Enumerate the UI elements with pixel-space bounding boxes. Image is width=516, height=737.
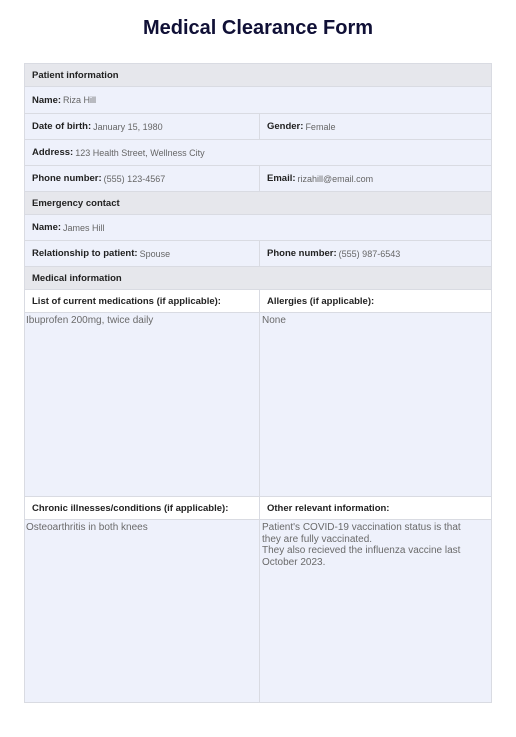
section-emergency-contact: Emergency contact xyxy=(25,191,491,214)
address-label: Address: xyxy=(32,147,74,158)
patient-address-row xyxy=(25,139,491,165)
patient-phone-field[interactable] xyxy=(25,166,260,191)
section-patient-information: Patient information xyxy=(25,63,491,86)
relationship-field[interactable] xyxy=(25,241,260,266)
dob-label: Date of birth: xyxy=(32,121,92,132)
emergency-name-label: Name: xyxy=(32,222,62,233)
gender-value[interactable]: Female xyxy=(305,121,336,132)
patient-dob-gender-row xyxy=(25,113,491,139)
patient-name-field[interactable] xyxy=(25,87,96,113)
patient-name-label: Name: xyxy=(32,94,62,106)
emergency-name-field[interactable] xyxy=(25,215,105,240)
other-info-textarea[interactable]: Patient's COVID-19 vaccination status is that they are fully vaccinated. They also recieved the influenza vaccine last October 2023. xyxy=(262,522,461,568)
dob-value[interactable]: January 15, 1980 xyxy=(93,121,163,132)
chronic-other-row xyxy=(25,519,491,702)
patient-contact-row xyxy=(25,165,491,191)
chronic-header xyxy=(25,497,260,519)
section-medical-information: Medical information xyxy=(25,266,491,289)
other-info-header xyxy=(260,497,491,519)
email-field[interactable] xyxy=(260,166,491,191)
allergies-textarea[interactable]: None xyxy=(262,315,286,326)
patient-phone-label: Phone number: xyxy=(32,173,102,184)
medications-textarea[interactable]: Ibuprofen 200mg, twice daily xyxy=(25,313,260,496)
medications-allergies-row xyxy=(25,312,491,496)
email-label: Email: xyxy=(267,173,296,184)
address-value[interactable]: 123 Health Street, Wellness City xyxy=(75,147,205,158)
emergency-phone-value[interactable]: (555) 987-6543 xyxy=(338,248,401,259)
email-value[interactable]: rizahill@email.com xyxy=(297,173,374,184)
address-field[interactable] xyxy=(25,140,205,165)
relationship-value[interactable]: Spouse xyxy=(139,248,171,259)
emergency-relationship-row xyxy=(25,240,491,266)
chronic-textarea[interactable]: Osteoarthritis in both knees xyxy=(25,520,260,702)
emergency-phone-label: Phone number: xyxy=(267,248,337,259)
emergency-name-row xyxy=(25,214,491,240)
gender-label: Gender: xyxy=(267,121,304,132)
patient-name-row xyxy=(25,86,491,113)
relationship-label: Relationship to patient: xyxy=(32,248,138,259)
chronic-label: Chronic illnesses/conditions (if applicable): xyxy=(32,502,229,514)
patient-name-value[interactable]: Riza Hill xyxy=(63,95,97,105)
allergies-label: Allergies (if applicable): xyxy=(267,295,375,307)
medications-label: List of current medications (if applicable): xyxy=(32,295,221,307)
dob-field[interactable] xyxy=(25,114,260,139)
allergies-header xyxy=(260,290,491,312)
form-title: Medical Clearance Form xyxy=(142,17,374,39)
other-info-label: Other relevant information: xyxy=(267,502,390,514)
medications-allergies-header-row xyxy=(25,289,491,312)
clearance-form xyxy=(24,63,492,703)
chronic-other-header-row xyxy=(25,496,491,519)
emergency-name-value[interactable]: James Hill xyxy=(63,222,105,233)
patient-phone-value[interactable]: (555) 123-4567 xyxy=(103,173,166,184)
medications-header xyxy=(25,290,260,312)
gender-field[interactable] xyxy=(260,114,491,139)
emergency-phone-field[interactable] xyxy=(260,241,491,266)
